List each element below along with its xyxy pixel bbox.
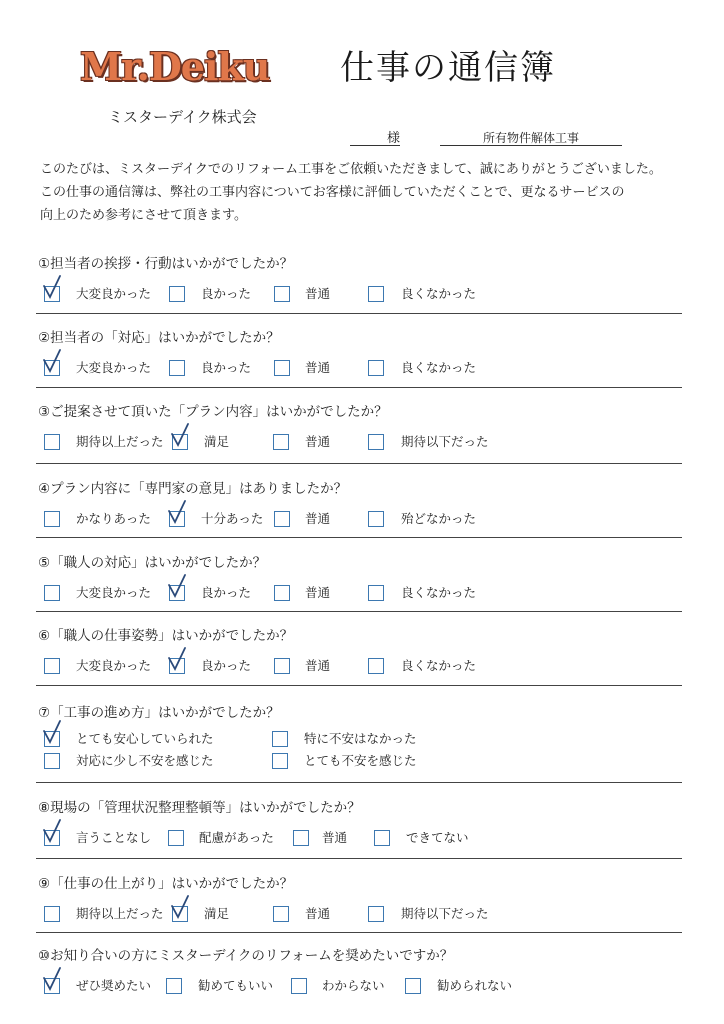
work-name-line <box>440 127 622 146</box>
answer-checkbox[interactable] <box>166 978 182 994</box>
answer-label: 普通 <box>305 360 331 375</box>
answer-label: 普通 <box>305 585 331 600</box>
answer-label: 普通 <box>305 658 331 673</box>
answer-checkbox[interactable] <box>291 978 307 994</box>
question-title: ⑦「工事の進め方」はいかがでしたか？ <box>38 705 280 721</box>
answer-label: 期待以上だった <box>76 434 164 449</box>
answer-checkbox[interactable] <box>44 731 60 747</box>
answer-checkbox[interactable] <box>44 753 60 769</box>
answer-checkbox[interactable] <box>374 830 390 846</box>
answer-label: とても不安を感じた <box>304 753 417 768</box>
question-title: ④プラン内容に「専門家の意見」はありましたか？ <box>38 481 348 497</box>
answer-label: 特に不安はなかった <box>304 731 417 746</box>
question-title: ⑥「職人の仕事姿勢」はいかがでしたか？ <box>38 628 294 644</box>
answer-checkbox[interactable] <box>44 585 60 601</box>
section-divider <box>36 858 682 859</box>
document-title: 仕事の通信簿 <box>340 48 556 88</box>
answer-checkbox[interactable] <box>368 585 384 601</box>
answer-label: 普通 <box>305 286 331 301</box>
answer-label: 良かった <box>201 585 252 600</box>
answer-checkbox[interactable] <box>274 286 290 302</box>
answer-checkbox[interactable] <box>172 906 188 922</box>
answer-label: 言うことなし <box>76 830 152 845</box>
section-divider <box>36 932 682 933</box>
section-divider <box>36 387 682 388</box>
answer-checkbox[interactable] <box>368 360 384 376</box>
answer-checkbox[interactable] <box>274 585 290 601</box>
answer-checkbox[interactable] <box>274 360 290 376</box>
answer-checkbox[interactable] <box>272 753 288 769</box>
answer-label: 普通 <box>322 830 348 845</box>
answer-label: かなりあった <box>76 511 151 526</box>
intro-line: 向上のため参考にさせて頂きます。 <box>40 208 247 223</box>
answer-checkbox[interactable] <box>169 658 185 674</box>
answer-label: 良かった <box>201 286 252 301</box>
answer-label: わからない <box>322 978 385 993</box>
answer-label: 普通 <box>305 434 331 449</box>
intro-line: このたびは、ミスターデイクでのリフォーム工事をご依頼いただきまして、誠にありがとうございました。 <box>40 162 662 177</box>
answer-checkbox[interactable] <box>44 434 60 450</box>
answer-label: とても安心していられた <box>76 731 214 746</box>
customer-name-line <box>350 127 400 146</box>
question-title: ①担当者の挨拶・行動はいかがでしたか？ <box>38 256 294 272</box>
answer-checkbox[interactable] <box>293 830 309 846</box>
answer-checkbox[interactable] <box>272 731 288 747</box>
section-divider <box>36 463 682 464</box>
answer-checkbox[interactable] <box>44 360 60 376</box>
answer-checkbox[interactable] <box>368 906 384 922</box>
answer-checkbox[interactable] <box>168 830 184 846</box>
answer-checkbox[interactable] <box>44 830 60 846</box>
answer-label: 良くなかった <box>401 658 477 673</box>
intro-text <box>40 158 690 227</box>
section-divider <box>36 537 682 538</box>
answer-checkbox[interactable] <box>169 511 185 527</box>
answer-label: 満足 <box>204 434 230 449</box>
answer-label: 良くなかった <box>401 585 477 600</box>
answer-label: 十分あった <box>201 511 264 526</box>
answer-label: 良くなかった <box>401 286 477 301</box>
answer-label: 期待以下だった <box>401 434 489 449</box>
question-title: ⑧現場の「管理状況整理整頓等」はいかがでしたか？ <box>38 800 361 816</box>
company-logo: Mr.Deiku <box>80 44 270 89</box>
honorific-sama: 様 <box>386 131 400 146</box>
answer-label: 大変良かった <box>76 360 152 375</box>
answer-checkbox[interactable] <box>368 511 384 527</box>
answer-checkbox[interactable] <box>44 511 60 527</box>
company-name: ミスターデイク株式会 <box>108 108 257 126</box>
answer-label: 勧められない <box>437 978 513 993</box>
work-name: 所有物件解体工事 <box>482 131 579 145</box>
answer-checkbox[interactable] <box>169 585 185 601</box>
answer-label: 殆どなかった <box>401 511 477 526</box>
answer-checkbox[interactable] <box>368 658 384 674</box>
answer-checkbox[interactable] <box>274 511 290 527</box>
section-divider <box>36 782 682 783</box>
answer-label: 勧めてもいい <box>198 978 274 993</box>
section-divider <box>36 313 682 314</box>
answer-checkbox[interactable] <box>44 978 60 994</box>
answer-checkbox[interactable] <box>368 286 384 302</box>
answer-checkbox[interactable] <box>405 978 421 994</box>
question-title: ⑩お知り合いの方にミスターデイクのリフォームを奨めたいですか？ <box>38 948 454 964</box>
section-divider <box>36 685 682 686</box>
answer-label: 普通 <box>305 511 331 526</box>
answer-checkbox[interactable] <box>44 286 60 302</box>
answer-label: 大変良かった <box>76 286 152 301</box>
answer-label: 期待以下だった <box>401 906 489 921</box>
section-divider <box>36 611 682 612</box>
answer-label: 対応に少し不安を感じた <box>76 753 214 768</box>
answer-label: 普通 <box>305 906 331 921</box>
answer-label: 良かった <box>201 360 252 375</box>
answer-label: 満足 <box>204 906 230 921</box>
question-title: ②担当者の「対応」はいかがでしたか？ <box>38 330 280 346</box>
answer-label: 配慮があった <box>199 830 274 845</box>
answer-label: できてない <box>406 830 469 845</box>
answer-label: 良かった <box>201 658 252 673</box>
answer-checkbox[interactable] <box>368 434 384 450</box>
answer-label: ぜひ奨めたい <box>76 978 152 993</box>
intro-line: この仕事の通信簿は、弊社の工事内容についてお客様に評価していただくことで、更なるサービスの <box>40 185 625 200</box>
answer-checkbox[interactable] <box>172 434 188 450</box>
question-title: ③ご提案させて頂いた「プラン内容」はいかがでしたか？ <box>38 404 388 420</box>
question-title: ⑨「仕事の仕上がり」はいかがでしたか？ <box>38 876 294 892</box>
answer-checkbox[interactable] <box>44 658 60 674</box>
answer-label: 大変良かった <box>76 658 152 673</box>
answer-label: 大変良かった <box>76 585 152 600</box>
answer-checkbox[interactable] <box>44 906 60 922</box>
answer-checkbox[interactable] <box>274 658 290 674</box>
answer-checkbox[interactable] <box>273 434 289 450</box>
answer-label: 期待以上だった <box>76 906 164 921</box>
answer-label: 良くなかった <box>401 360 477 375</box>
answer-checkbox[interactable] <box>169 286 185 302</box>
answer-checkbox[interactable] <box>169 360 185 376</box>
answer-checkbox[interactable] <box>273 906 289 922</box>
question-title: ⑤「職人の対応」はいかがでしたか？ <box>38 555 267 571</box>
